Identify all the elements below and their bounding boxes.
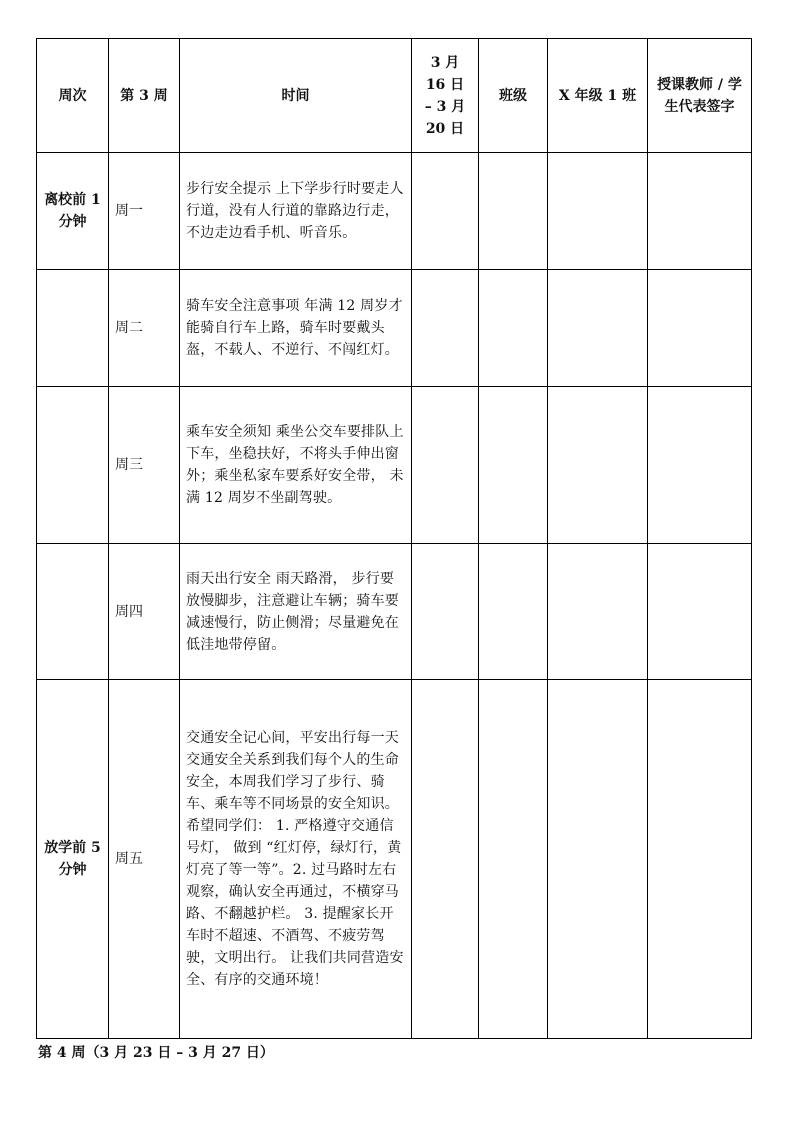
time-slot-label bbox=[37, 270, 109, 387]
next-week-heading: 第 4 周（3 月 23 日 – 3 月 27 日） bbox=[38, 1045, 274, 1061]
table-row bbox=[37, 153, 752, 270]
empty-cell[interactable] bbox=[412, 153, 479, 270]
weekday-cell: 周一 bbox=[109, 153, 180, 270]
empty-cell[interactable] bbox=[412, 544, 479, 680]
empty-cell[interactable] bbox=[479, 387, 548, 544]
lesson-content: 骑车安全注意事项 年满 12 周岁才能骑自行车上路，骑车时要戴头盔，不载人、不逆行、不闯红灯。 bbox=[180, 270, 412, 387]
signature-cell[interactable] bbox=[648, 544, 752, 680]
empty-cell[interactable] bbox=[412, 387, 479, 544]
lesson-content: 雨天出行安全 雨天路滑， 步行要放慢脚步，注意避让车辆；骑车要减速慢行，防止侧滑；尽量避免在低洼地带停留。 bbox=[180, 544, 412, 680]
weekday-cell: 周五 bbox=[109, 680, 180, 1039]
empty-cell[interactable] bbox=[479, 680, 548, 1039]
weekday-cell: 周三 bbox=[109, 387, 180, 544]
empty-cell[interactable] bbox=[479, 270, 548, 387]
signature-cell[interactable] bbox=[648, 153, 752, 270]
date-line: 20 日 bbox=[425, 120, 465, 137]
empty-cell[interactable] bbox=[412, 680, 479, 1039]
empty-cell[interactable] bbox=[548, 270, 648, 387]
header-row bbox=[37, 39, 752, 153]
header-week-number: 第 3 周 bbox=[109, 39, 180, 153]
header-time: 时间 bbox=[180, 39, 412, 153]
empty-cell[interactable] bbox=[548, 153, 648, 270]
date-line: – 3 月 bbox=[424, 98, 466, 115]
empty-cell[interactable] bbox=[548, 680, 648, 1039]
time-slot-label bbox=[37, 544, 109, 680]
lesson-content: 交通安全记心间，平安出行每一天 交通安全关系到我们每个人的生命安全，本周我们学习了步行、骑车、乘车等不同场景的安全知识。希望同学们： 1. 严格遵守交通信号灯， 做到 “红灯停，绿灯行，黄灯亮了等一等”。2. 过马路时左右观察，确认安全再通过，不横穿马路、不翻越护栏。 3. 提醒家长开车时不超速、不酒驾、不疲劳驾驶，文明出行。 让我们共同营造安全、有序的交通环境！ bbox=[180, 680, 412, 1039]
weekday-cell: 周四 bbox=[109, 544, 180, 680]
header-week: 周次 bbox=[37, 39, 109, 153]
time-slot-label: 离校前 1 分钟 bbox=[37, 153, 109, 270]
header-signature: 授课教师 / 学生代表签字 bbox=[648, 39, 752, 153]
table-row bbox=[37, 270, 752, 387]
signature-cell[interactable] bbox=[648, 680, 752, 1039]
table-row bbox=[37, 387, 752, 544]
time-slot-label: 放学前 5 分钟 bbox=[37, 680, 109, 1039]
signature-cell[interactable] bbox=[648, 387, 752, 544]
empty-cell[interactable] bbox=[479, 153, 548, 270]
table-row bbox=[37, 544, 752, 680]
empty-cell[interactable] bbox=[548, 544, 648, 680]
table-row bbox=[37, 680, 752, 1039]
header-class-value: X 年级 1 班 bbox=[548, 39, 648, 153]
header-class: 班级 bbox=[479, 39, 548, 153]
signature-cell[interactable] bbox=[648, 270, 752, 387]
empty-cell[interactable] bbox=[548, 387, 648, 544]
empty-cell[interactable] bbox=[412, 270, 479, 387]
schedule-table bbox=[36, 38, 752, 1039]
date-line: 3 月 bbox=[430, 54, 460, 71]
weekday-cell: 周二 bbox=[109, 270, 180, 387]
date-line: 16 日 bbox=[425, 76, 465, 93]
empty-cell[interactable] bbox=[479, 544, 548, 680]
lesson-content: 乘车安全须知 乘坐公交车要排队上下车，坐稳扶好，不将头手伸出窗外；乘坐私家车要系好安全带， 未满 12 周岁不坐副驾驶。 bbox=[180, 387, 412, 544]
lesson-content: 步行安全提示 上下学步行时要走人行道，没有人行道的靠路边行走，不边走边看手机、听音乐。 bbox=[180, 153, 412, 270]
header-date-range bbox=[412, 39, 479, 153]
time-slot-label bbox=[37, 387, 109, 544]
